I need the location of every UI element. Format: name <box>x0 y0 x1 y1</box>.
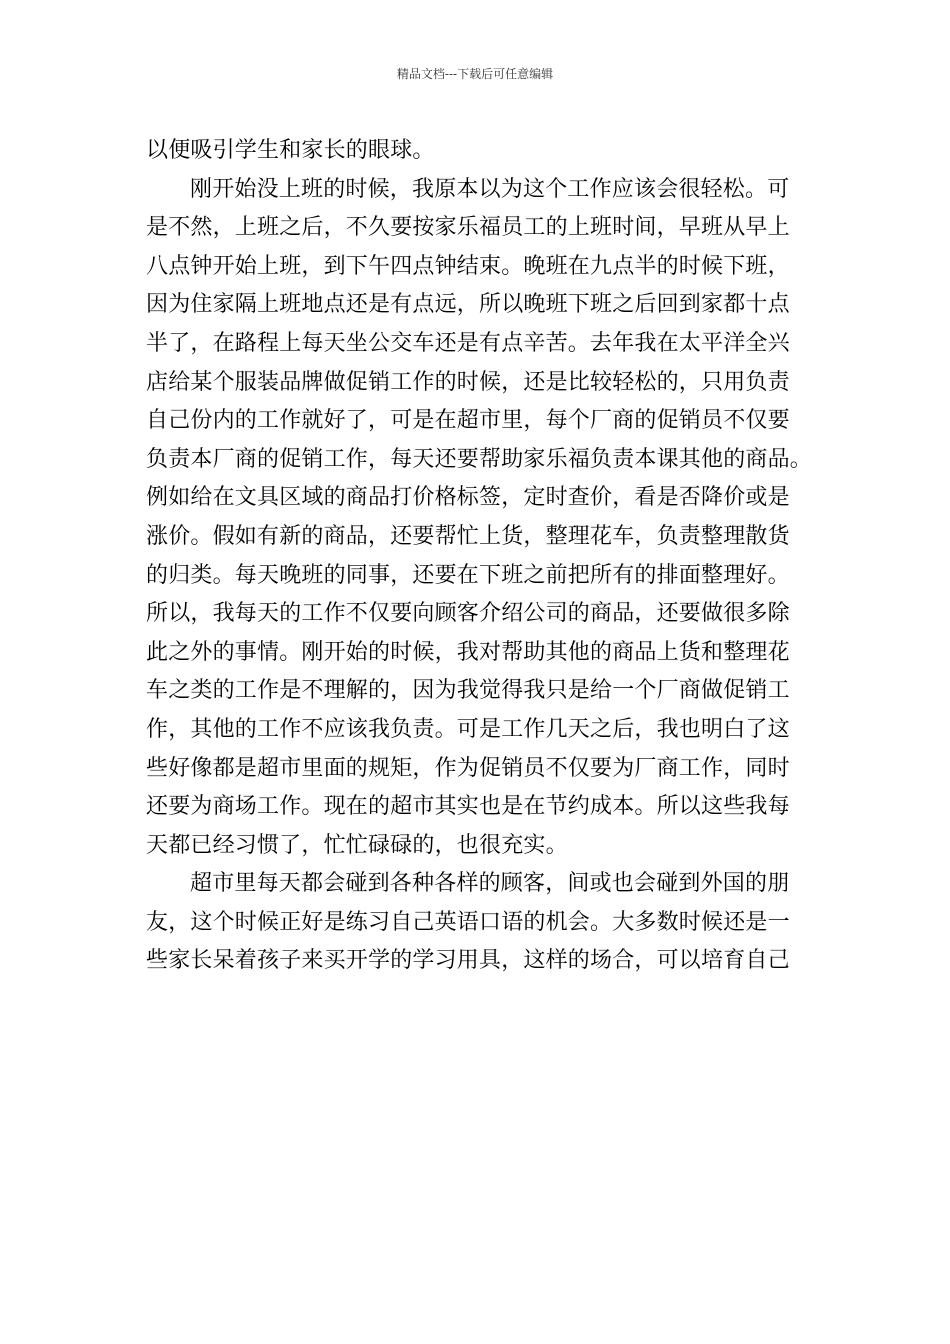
text-line: 此之外的事情。刚开始的时候，我对帮助其他的商品上货和整理花 <box>146 639 790 665</box>
text-line: 些好像都是超市里面的规矩，作为促销员不仅要为厂商工作，同时 <box>146 755 790 781</box>
text-line: 的归类。每天晚班的同事，还要在下班之前把所有的排面整理好。 <box>146 562 790 588</box>
text-line: 友，这个时候正好是练习自己英语口语的机会。大多数时候还是一 <box>146 909 790 935</box>
text-line: 半了，在路程上每天坐公交车还是有点辛苦。去年我在太平洋全兴 <box>146 330 790 356</box>
text-line: 天都已经习惯了，忙忙碌碌的，也很充实。 <box>146 832 568 858</box>
text-line: 因为住家隔上班地点还是有点远，所以晚班下班之后回到家都十点 <box>146 292 790 318</box>
text-line: 自己份内的工作就好了，可是在超市里，每个厂商的促销员不仅要 <box>146 408 790 434</box>
text-line: 刚开始没上班的时候，我原本以为这个工作应该会很轻松。可 <box>190 176 790 202</box>
text-line: 车之类的工作是不理解的，因为我觉得我只是给一个厂商做促销工 <box>146 678 790 704</box>
document-body <box>146 132 814 981</box>
text-line: 涨价。假如有新的商品，还要帮忙上货，整理花车，负责整理散货 <box>146 523 790 549</box>
text-line: 些家长呆着孩子来买开学的学习用具，这样的场合，可以培育自己 <box>146 948 790 974</box>
text-line: 店给某个服装品牌做促销工作的时候，还是比较轻松的，只用负责 <box>146 369 790 395</box>
text-line: 所以，我每天的工作不仅要向顾客介绍公司的商品，还要做很多除 <box>146 601 790 627</box>
text-line: 以便吸引学生和家长的眼球。 <box>146 138 435 163</box>
text-line: 例如给在文具区域的商品打价格标签，定时查价，看是否降价或是 <box>146 485 790 511</box>
text-line: 作，其他的工作不应该我负责。可是工作几天之后，我也明白了这 <box>146 716 790 742</box>
page-header: 精品文档---下载后可任意编辑 <box>396 67 554 81</box>
text-line: 是不然，上班之后，不久要按家乐福员工的上班时间，早班从早上 <box>146 215 790 241</box>
text-line: 八点钟开始上班，到下午四点钟结束。晚班在九点半的时候下班， <box>146 253 790 279</box>
text-line: 还要为商场工作。现在的超市其实也是在节约成本。所以这些我每 <box>146 794 790 820</box>
text-line: 超市里每天都会碰到各种各样的顾客，间或也会碰到外国的朋 <box>190 871 790 897</box>
text-line: 负责本厂商的促销工作，每天还要帮助家乐福负责本课其他的商品。 <box>146 446 813 472</box>
